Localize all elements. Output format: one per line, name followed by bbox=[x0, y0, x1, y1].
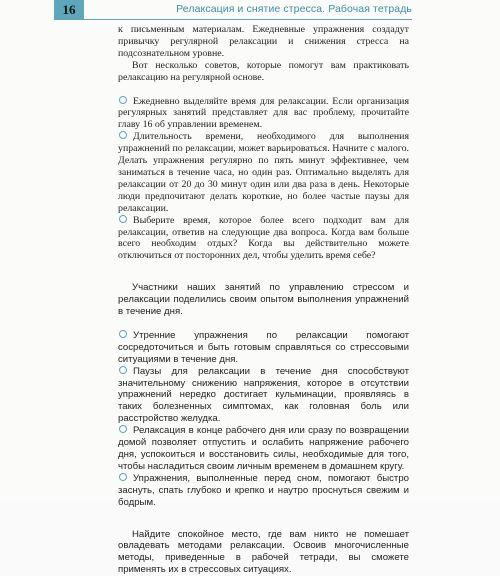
paragraph-closing: Найдите спокойное место, где вам никто не помешает овладевать методами релаксации. Освоив многочисленные методы, приведенные в рабочей тетради, вы сможете применять их в стрессовых ситуациях. bbox=[118, 528, 409, 576]
bullet-circle-icon bbox=[119, 366, 127, 374]
tip-item: Длительность времени, необходимого для выполнения упражнений по релаксации, может варьироваться. Начните с малого. Делать упражнения регулярно по пять минут эффективнее, чем заниматься в течение часа, но один раз. Оптимально выделять для релаксации от 20 до 30 минут один или два раза в день. Некоторые люди предпочитают делать короткие, но более частые паузы для релаксации. bbox=[118, 131, 409, 214]
bullet-circle-icon bbox=[119, 473, 127, 481]
bullet-circle-icon bbox=[119, 425, 127, 433]
tip-item: Выберите время, которое более всего подходит вам для релаксации, ответив на следующие два вопроса. Когда вам больше всего необходим отдых? Когда вы действительно можете отключиться от посторонних дел, чтобы уделить время себе? bbox=[118, 214, 409, 262]
running-title: Релаксация и снятие стресса. Рабочая тетрадь bbox=[176, 3, 412, 15]
page-number: 16 bbox=[54, 0, 84, 20]
header-rule bbox=[84, 19, 412, 20]
quote-item: Релаксация в конце рабочего дня или сразу по возвращении домой позволяет отпустить и ослабить напряжение рабочего дня, успокоиться и восстановить силы, необходимые для того, чтобы насладиться своим личным временем в домашнем кругу. bbox=[118, 425, 409, 472]
body-text bbox=[118, 24, 409, 576]
quote-item: Упражнения, выполненные перед сном, помогают быстро заснуть, спать глубоко и крепко и наутро проснуться свежим и бодрым. bbox=[118, 472, 409, 508]
paragraph-tips-intro: Вот несколько советов, которые помогут вам практиковать релаксацию на регулярной основе. bbox=[118, 59, 409, 83]
quote-item: Паузы для релаксации в течение дня способствуют значительному снижению напряжения, которое в отсутствии упражнений нередко достигает кульминации, проявляясь в таких болезненных симптомах, как головная боль или расстройство желудка. bbox=[118, 365, 409, 425]
bullet-circle-icon bbox=[119, 330, 127, 338]
quote-item: Утренние упражнения по релаксации помогают сосредоточиться и быть готовым справляться со стрессовыми ситуациями в течение дня. bbox=[118, 329, 409, 365]
tip-item: Ежедневно выделяйте время для релаксации. Если организация регулярных занятий представляет для вас проблему, прочитайте главу 16 об управлении временем. bbox=[118, 95, 409, 131]
bullet-circle-icon bbox=[119, 215, 127, 223]
bullet-circle-icon bbox=[119, 96, 127, 104]
paragraph-intro: к письменным материалам. Ежедневные упражнения создадут привычку регулярной релаксации и снижения стресса на подсознательном уровне. bbox=[118, 24, 409, 59]
bullet-circle-icon bbox=[119, 131, 127, 139]
paragraph-participants: Участники наших занятий по управлению стрессом и релаксации поделились своим опытом выполнения упражнений в течение дня. bbox=[118, 282, 409, 318]
